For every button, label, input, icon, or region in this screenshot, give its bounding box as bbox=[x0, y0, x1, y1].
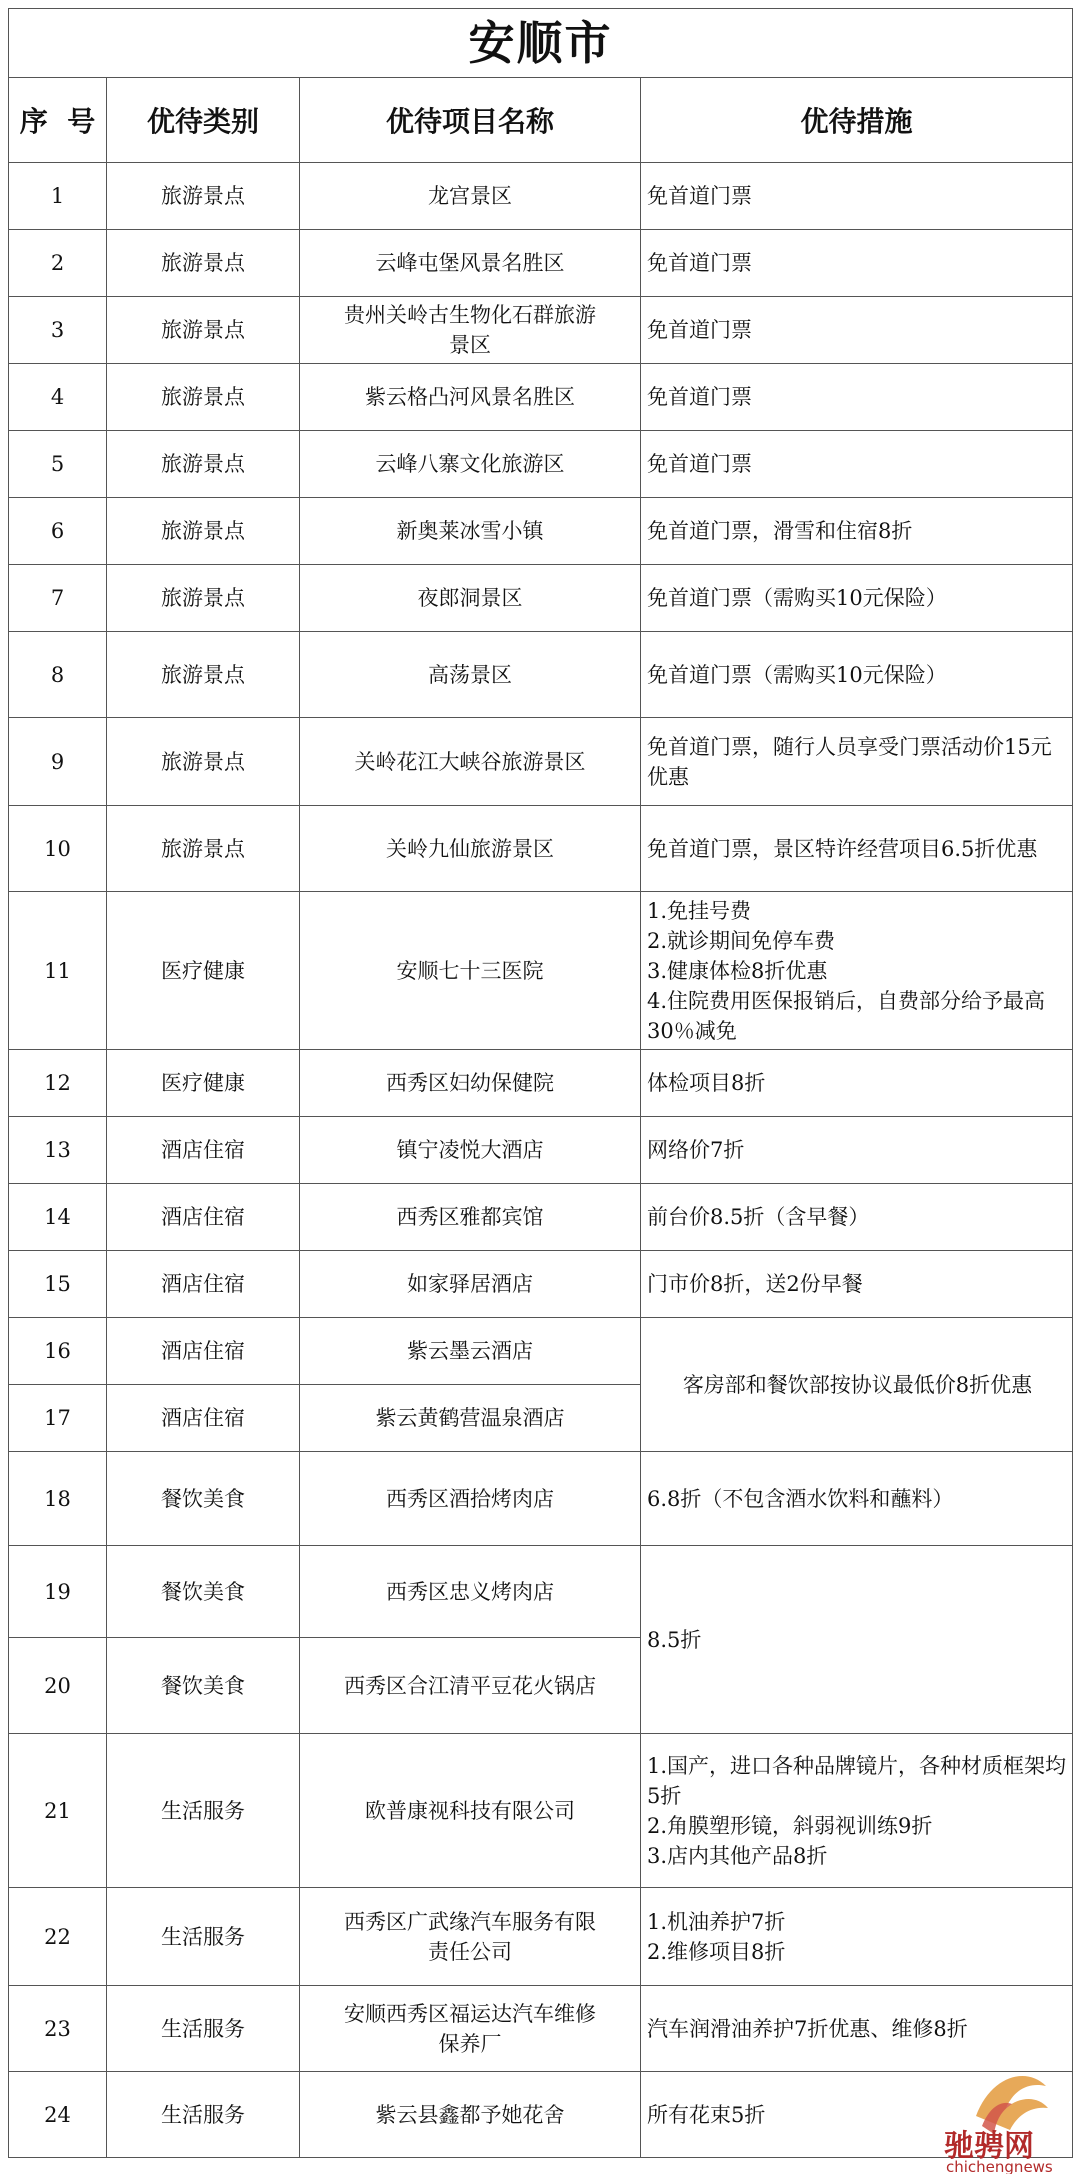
row-item-name: 新奥莱冰雪小镇 bbox=[300, 498, 641, 565]
table-row bbox=[9, 431, 1073, 498]
row-item-name: 西秀区广武缘汽车服务有限责任公司 bbox=[300, 1888, 641, 1986]
row-serial: 8 bbox=[9, 632, 107, 718]
row-serial: 4 bbox=[9, 364, 107, 431]
row-item-name: 关岭花江大峡谷旅游景区 bbox=[300, 718, 641, 806]
row-item-name: 安顺西秀区福运达汽车维修保养厂 bbox=[300, 1986, 641, 2072]
row-measure: 免首道门票 bbox=[641, 431, 1073, 498]
row-category: 旅游景点 bbox=[107, 565, 300, 632]
row-item-name: 夜郎洞景区 bbox=[300, 565, 641, 632]
row-item-name: 关岭九仙旅游景区 bbox=[300, 806, 641, 892]
row-item-name: 紫云墨云酒店 bbox=[300, 1318, 641, 1385]
row-measure: 汽车润滑油养护7折优惠、维修8折 bbox=[641, 1986, 1073, 2072]
row-category: 旅游景点 bbox=[107, 163, 300, 230]
table-row bbox=[9, 1452, 1073, 1546]
table-row bbox=[9, 1888, 1073, 1986]
row-serial: 13 bbox=[9, 1117, 107, 1184]
row-measure: 1.免挂号费 2.就诊期间免停车费 3.健康体检8折优惠 4.住院费用医保报销后，自费部分给予最高30％减免 bbox=[641, 892, 1073, 1050]
row-category: 酒店住宿 bbox=[107, 1385, 300, 1452]
row-item-name: 镇宁凌悦大酒店 bbox=[300, 1117, 641, 1184]
row-category: 酒店住宿 bbox=[107, 1318, 300, 1385]
row-category: 生活服务 bbox=[107, 1986, 300, 2072]
row-serial: 7 bbox=[9, 565, 107, 632]
row-item-name: 龙宫景区 bbox=[300, 163, 641, 230]
header-category: 优待类别 bbox=[107, 78, 300, 163]
table-row bbox=[9, 1734, 1073, 1888]
table-row bbox=[9, 632, 1073, 718]
row-item-name: 欧普康视科技有限公司 bbox=[300, 1734, 641, 1888]
row-category: 酒店住宿 bbox=[107, 1251, 300, 1318]
row-measure: 免首道门票，景区特许经营项目6.5折优惠 bbox=[641, 806, 1073, 892]
row-category: 旅游景点 bbox=[107, 297, 300, 364]
row-serial: 9 bbox=[9, 718, 107, 806]
table-row bbox=[9, 230, 1073, 297]
row-measure: 免首道门票 bbox=[641, 297, 1073, 364]
row-category: 医疗健康 bbox=[107, 1050, 300, 1117]
row-item-name: 西秀区妇幼保健院 bbox=[300, 1050, 641, 1117]
row-category: 旅游景点 bbox=[107, 806, 300, 892]
row-measure: 免首道门票 bbox=[641, 230, 1073, 297]
row-item-name: 高荡景区 bbox=[300, 632, 641, 718]
row-category: 旅游景点 bbox=[107, 632, 300, 718]
table-row bbox=[9, 1117, 1073, 1184]
table-row bbox=[9, 892, 1073, 1050]
row-serial: 20 bbox=[9, 1638, 107, 1734]
row-category: 生活服务 bbox=[107, 1734, 300, 1888]
row-serial: 5 bbox=[9, 431, 107, 498]
chicheng-watermark-logo bbox=[936, 2056, 1066, 2174]
row-serial: 19 bbox=[9, 1546, 107, 1638]
watermark-sub-text: chichengnews bbox=[946, 2158, 1053, 2174]
row-item-name: 安顺七十三医院 bbox=[300, 892, 641, 1050]
row-item-name: 如家驿居酒店 bbox=[300, 1251, 641, 1318]
row-measure: 免首道门票（需购买10元保险） bbox=[641, 632, 1073, 718]
row-category: 医疗健康 bbox=[107, 892, 300, 1050]
row-item-name: 紫云县鑫都予她花舍 bbox=[300, 2072, 641, 2158]
row-measure: 1.国产，进口各种品牌镜片，各种材质框架均5折 2.角膜塑形镜，斜弱视训练9折 3.店内其他产品8折 bbox=[641, 1734, 1073, 1888]
row-category: 餐饮美食 bbox=[107, 1452, 300, 1546]
table-row bbox=[9, 1546, 1073, 1638]
row-item-name: 西秀区酒拾烤肉店 bbox=[300, 1452, 641, 1546]
row-category: 生活服务 bbox=[107, 1888, 300, 1986]
row-measure: 体检项目8折 bbox=[641, 1050, 1073, 1117]
row-serial: 11 bbox=[9, 892, 107, 1050]
table-row bbox=[9, 163, 1073, 230]
row-measure: 6.8折（不包含酒水饮料和蘸料） bbox=[641, 1452, 1073, 1546]
row-measure: 前台价8.5折（含早餐） bbox=[641, 1184, 1073, 1251]
row-category: 生活服务 bbox=[107, 2072, 300, 2158]
row-serial: 10 bbox=[9, 806, 107, 892]
row-category: 酒店住宿 bbox=[107, 1117, 300, 1184]
row-serial: 18 bbox=[9, 1452, 107, 1546]
row-measure: 免首道门票 bbox=[641, 163, 1073, 230]
row-measure: 门市价8折，送2份早餐 bbox=[641, 1251, 1073, 1318]
row-measure: 所有花束5折 bbox=[641, 2072, 1073, 2158]
row-serial: 14 bbox=[9, 1184, 107, 1251]
benefits-table bbox=[8, 8, 1073, 2158]
row-item-name: 云峰八寨文化旅游区 bbox=[300, 431, 641, 498]
row-serial: 6 bbox=[9, 498, 107, 565]
row-serial: 24 bbox=[9, 2072, 107, 2158]
row-item-name: 西秀区合江清平豆花火锅店 bbox=[300, 1638, 641, 1734]
row-item-name: 云峰屯堡风景名胜区 bbox=[300, 230, 641, 297]
table-row bbox=[9, 565, 1073, 632]
benefits-table-sheet bbox=[8, 8, 1072, 2174]
row-measure: 免首道门票，滑雪和住宿8折 bbox=[641, 498, 1073, 565]
row-measure: 免首道门票 bbox=[641, 364, 1073, 431]
header-row bbox=[9, 78, 1073, 163]
table-row bbox=[9, 1986, 1073, 2072]
table-row bbox=[9, 1050, 1073, 1117]
row-serial: 15 bbox=[9, 1251, 107, 1318]
row-serial: 16 bbox=[9, 1318, 107, 1385]
row-measure: 网络价7折 bbox=[641, 1117, 1073, 1184]
row-serial: 12 bbox=[9, 1050, 107, 1117]
row-measure: 免首道门票，随行人员享受门票活动价15元优惠 bbox=[641, 718, 1073, 806]
table-row bbox=[9, 806, 1073, 892]
row-serial: 3 bbox=[9, 297, 107, 364]
table-row bbox=[9, 1184, 1073, 1251]
row-serial: 22 bbox=[9, 1888, 107, 1986]
header-item-name: 优待项目名称 bbox=[300, 78, 641, 163]
row-category: 旅游景点 bbox=[107, 364, 300, 431]
row-category: 旅游景点 bbox=[107, 498, 300, 565]
row-item-name: 紫云黄鹤营温泉酒店 bbox=[300, 1385, 641, 1452]
row-category: 餐饮美食 bbox=[107, 1638, 300, 1734]
header-serial: 序 号 bbox=[9, 78, 107, 163]
table-title: 安顺市 bbox=[9, 9, 1073, 78]
row-category: 旅游景点 bbox=[107, 718, 300, 806]
row-serial: 1 bbox=[9, 163, 107, 230]
table-row bbox=[9, 1251, 1073, 1318]
row-measure: 客房部和餐饮部按协议最低价8折优惠 bbox=[641, 1318, 1073, 1452]
row-item-name: 西秀区雅都宾馆 bbox=[300, 1184, 641, 1251]
table-row bbox=[9, 2072, 1073, 2158]
row-item-name: 西秀区忠义烤肉店 bbox=[300, 1546, 641, 1638]
table-row bbox=[9, 718, 1073, 806]
row-category: 旅游景点 bbox=[107, 230, 300, 297]
row-measure: 8.5折 bbox=[641, 1546, 1073, 1734]
table-row bbox=[9, 364, 1073, 431]
row-category: 酒店住宿 bbox=[107, 1184, 300, 1251]
row-category: 餐饮美食 bbox=[107, 1546, 300, 1638]
row-category: 旅游景点 bbox=[107, 431, 300, 498]
row-item-name: 贵州关岭古生物化石群旅游景区 bbox=[300, 297, 641, 364]
row-item-name: 紫云格凸河风景名胜区 bbox=[300, 364, 641, 431]
row-serial: 17 bbox=[9, 1385, 107, 1452]
table-row bbox=[9, 498, 1073, 565]
row-measure: 免首道门票（需购买10元保险） bbox=[641, 565, 1073, 632]
row-serial: 21 bbox=[9, 1734, 107, 1888]
row-serial: 2 bbox=[9, 230, 107, 297]
watermark-main-text: 驰骋网 bbox=[944, 2129, 1034, 2164]
row-measure: 1.机油养护7折 2.维修项目8折 bbox=[641, 1888, 1073, 1986]
row-serial: 23 bbox=[9, 1986, 107, 2072]
table-row bbox=[9, 297, 1073, 364]
header-measure: 优待措施 bbox=[641, 78, 1073, 163]
table-row bbox=[9, 1318, 1073, 1385]
